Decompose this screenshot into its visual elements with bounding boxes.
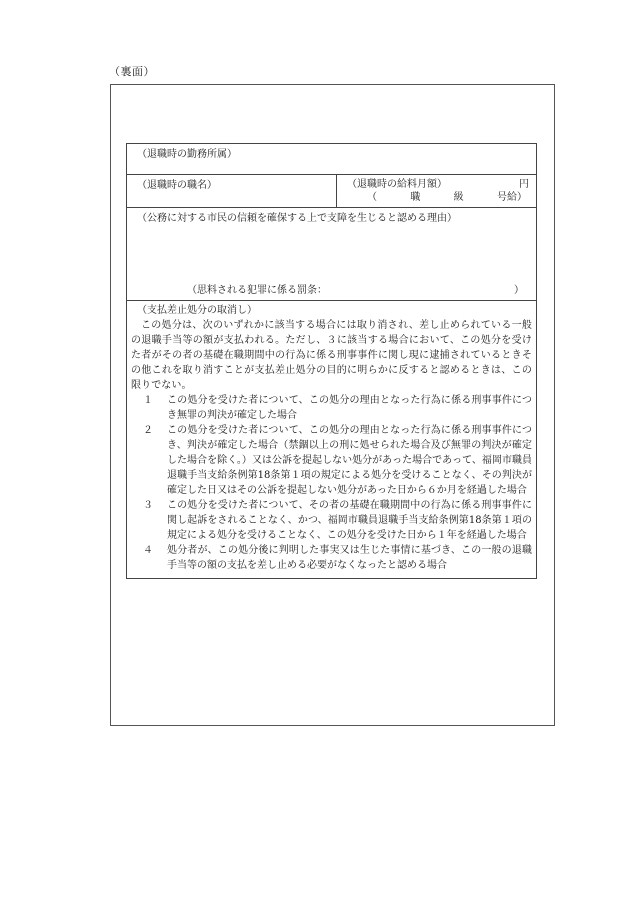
penalty-close-paren: ） — [514, 285, 524, 296]
list-item — [139, 498, 532, 543]
list-item — [139, 543, 532, 573]
item-text: この処分を受けた者について、この処分の理由となった行為に係る刑事事件につき無罪の判決が確定した場合 — [167, 395, 532, 421]
form-table — [126, 143, 537, 579]
class-label: 級 — [453, 192, 464, 203]
yen-unit: 円 — [519, 179, 529, 190]
workplace-row — [127, 144, 536, 175]
salary-cell — [337, 175, 536, 207]
item-number: ３ — [143, 500, 153, 511]
penalty-label: （思料される犯罪に係る罰条： — [187, 285, 327, 296]
item-number: ２ — [143, 425, 153, 436]
item-number: ４ — [143, 545, 153, 556]
item-number: １ — [143, 395, 153, 406]
reason-label: （公務に対する市民の信頼を確保する上で支障を生じると認める理由） — [137, 213, 457, 224]
position-cell — [127, 175, 337, 207]
cancellation-lead: この処分は、次のいずれかに該当する場合には取り消され、差し止められている一般の退職手当等の額が支払われる。ただし、３に該当する場合において、この処分を受けた者がその者の基礎在職期間中の行為に係る刑事事件に関し現に逮捕されているときその他これを取り消すことが支払差止処分の目的に明らかに反すると認めるときは、この限りでない。 — [131, 320, 532, 391]
reason-row — [127, 208, 536, 301]
position-salary-row — [127, 175, 536, 208]
step-label: 号給） — [496, 192, 527, 203]
salary-label: （退職時の給料月額） — [347, 179, 447, 190]
page-side-label: （裏面） — [109, 65, 155, 78]
item-text: この処分を受けた者について、その者の基礎在職期間中の行為に係る刑事事件に関し起訴をされることなく、かつ、福岡市職員退職手当支給条例第18条第１項の規定による処分を受けることなく、この処分を受けた日から１年を経過した場合 — [167, 500, 532, 541]
cancellation-section — [127, 301, 536, 578]
grade-open-paren: （ — [367, 192, 377, 203]
list-item — [139, 393, 532, 423]
cancellation-heading: （支払差止処分の取消し） — [137, 305, 257, 316]
position-label: （退職時の職名） — [137, 180, 217, 191]
grade-line — [367, 190, 527, 205]
workplace-label: （退職時の勤務所属） — [137, 149, 237, 160]
item-text: この処分を受けた者について、この処分の理由となった行為に係る刑事事件につき、判決が確定した場合（禁錮以上の刑に処せられた場合及び無罪の判決が確定した場合を除く。）又は公訴を提起しない処分があった場合であって、福岡市職員退職手当支給条例第18条第１項の規定による処分を受けることなく、その判決が確定した日又はその公訴を提起しない処分があった日から６か月を経過した場合 — [167, 425, 532, 496]
item-text: 処分者が、この処分後に判明した事実又は生じた事情に基づき、この一般の退職手当等の額の支払を差し止める必要がなくなったと認める場合 — [167, 545, 532, 571]
list-item — [139, 423, 532, 498]
grade-label: 職 — [410, 192, 421, 203]
